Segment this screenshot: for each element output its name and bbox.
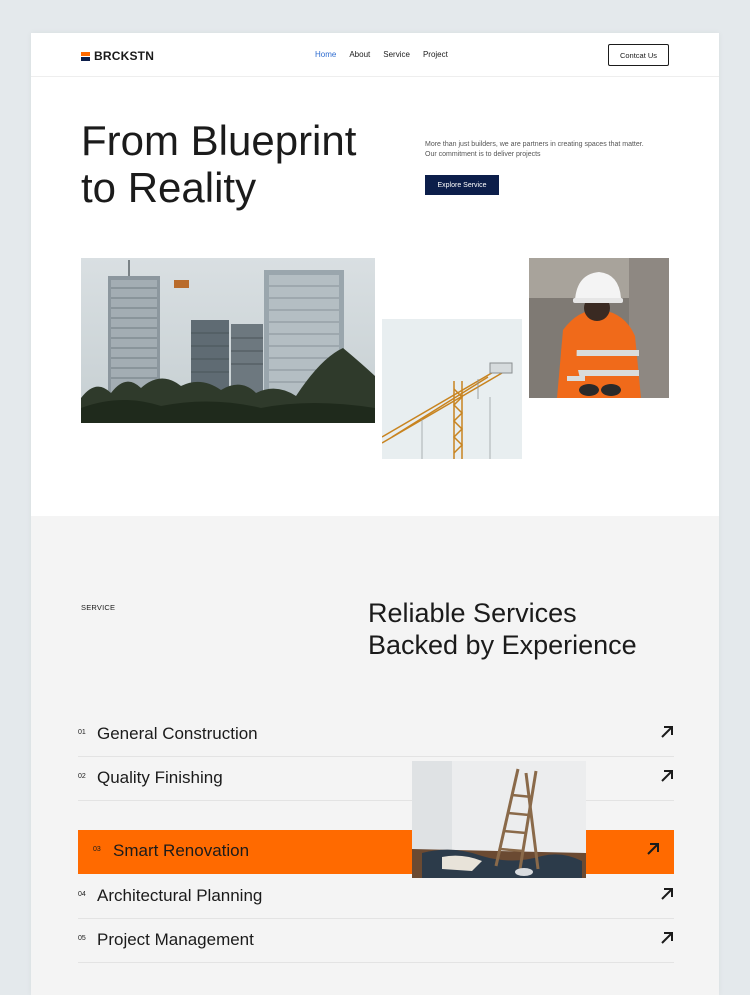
menu-item-home[interactable]: Home xyxy=(315,50,337,59)
service-name: Quality Finishing xyxy=(97,768,223,787)
hero-title-line-2: to Reality xyxy=(81,164,257,211)
crane-image xyxy=(382,319,522,459)
top-nav xyxy=(31,33,719,77)
hero-subtitle xyxy=(425,140,675,160)
service-name: General Construction xyxy=(97,724,258,743)
arrow-up-right-icon[interactable] xyxy=(660,725,674,739)
hero-title-line-1: From Blueprint xyxy=(81,117,357,164)
service-row-architectural-planning[interactable] xyxy=(78,875,674,919)
brckstn-logo-icon xyxy=(81,52,90,61)
service-name: Architectural Planning xyxy=(97,886,263,905)
page xyxy=(31,33,719,995)
worker-image xyxy=(529,258,669,398)
service-number: 03 xyxy=(93,846,101,853)
service-name: Smart Renovation xyxy=(113,841,250,860)
menu-item-project[interactable]: Project xyxy=(422,50,448,59)
services-title xyxy=(368,597,688,661)
menu-item-about[interactable]: About xyxy=(349,50,371,59)
service-number: 02 xyxy=(78,773,86,780)
service-name: Project Management xyxy=(97,930,254,949)
skyscrapers-image xyxy=(81,258,375,423)
arrow-up-right-icon[interactable] xyxy=(660,931,674,945)
service-number: 04 xyxy=(78,891,86,898)
logo-text: BRCKSTN xyxy=(94,49,155,63)
service-row-project-management[interactable] xyxy=(78,919,674,963)
services-title-line-1: Reliable Services xyxy=(368,598,577,628)
service-number: 05 xyxy=(78,935,86,942)
hero-subtitle-line-2: Our commitment is to deliver projects xyxy=(425,151,541,158)
services-tag: SERVICE xyxy=(81,603,116,612)
service-number: 01 xyxy=(78,729,86,736)
services-section xyxy=(31,516,719,995)
services-title-line-2: Backed by Experience xyxy=(368,630,637,660)
arrow-up-right-icon[interactable] xyxy=(660,887,674,901)
service-row-general-construction[interactable] xyxy=(78,713,674,757)
main-menu xyxy=(315,50,448,59)
logo[interactable] xyxy=(81,49,154,63)
menu-item-service[interactable]: Service xyxy=(383,50,410,59)
arrow-up-right-icon[interactable] xyxy=(660,769,674,783)
explore-service-button[interactable]: Explore Service xyxy=(425,175,499,195)
contact-us-button[interactable]: Contcat Us xyxy=(608,44,669,66)
hero-subtitle-line-1: More than just builders, we are partners in creating spaces that matter. xyxy=(425,141,644,148)
hero-title xyxy=(81,117,401,211)
renovation-preview-image xyxy=(412,761,586,878)
arrow-up-right-icon[interactable] xyxy=(646,842,660,856)
